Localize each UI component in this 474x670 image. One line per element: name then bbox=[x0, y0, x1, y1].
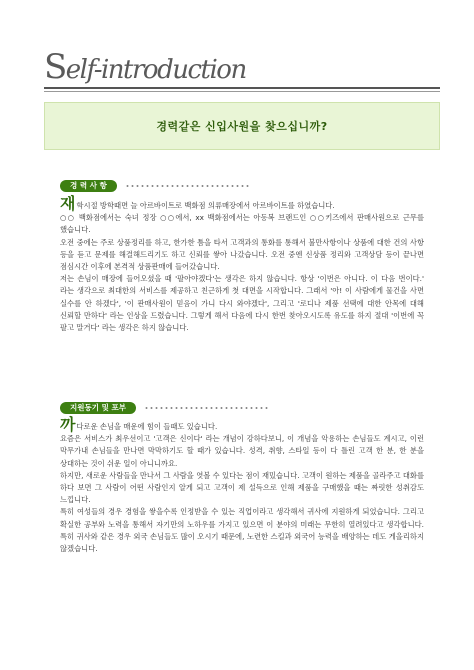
paragraph: 하지만, 새로운 사람들을 만나서 그 사람을 엿볼 수 있다는 점이 재밌습니다. 고객이 원하는 제품을 골라주고 대화를 하다 보면 그 사람이 어떤 사람인지 알게 되고 고객이 제 설득으로 인해 제품을 구매했을 때는 짜릿한 성취감도 느낍니다. bbox=[60, 470, 424, 505]
headline-banner bbox=[44, 102, 440, 150]
dotted-leader bbox=[144, 407, 270, 409]
section-motivation-tag: 지원동기 및 포부 bbox=[60, 402, 136, 414]
section-motivation-header bbox=[60, 402, 270, 414]
headline-text: 경력같은 신입사원을 찾으십니까? bbox=[156, 120, 328, 133]
paragraph: 특히 여성들의 경우 경험을 쌓을수록 인정받을 수 있는 직업이라고 생각해서 귀사에 지원하게 되었습니다. 그리고 확실한 공부와 노력을 통해서 자기만의 노하우를 가지고 있으면 이 분야의 미래는 무한히 열려있다고 생각합니다. 특히 귀사와 같은 경우 외국 손님들도 많이 오시기 때문에, 노련한 스킬과 외국어 능력을 배양하는 데도 게을리하지 않겠습니다. bbox=[60, 507, 424, 554]
title-initial: S bbox=[44, 47, 66, 87]
paragraph-text: 다로운 손님을 매운에 힘이 들때도 있습니다. bbox=[76, 422, 218, 431]
paragraph: 오전 중에는 주로 상품정리를 하고, 한가한 틈을 타서 고객과의 통화를 통해서 불만사항이나 상품에 대한 건의 사항 등을 듣고 문제를 해결해드리기도 하고 신뢰를 쌓아 나갔습니다. 오전 중엔 신상품 정리와 고객상담 등이 끝나면 점심시간 이후에 본격적 상품판매에 들어갔습니다. bbox=[60, 237, 424, 272]
paragraph bbox=[60, 194, 424, 213]
section-career-body bbox=[60, 194, 424, 334]
paragraph bbox=[60, 415, 424, 434]
section-career-header bbox=[60, 180, 251, 192]
section-motivation-body bbox=[60, 415, 424, 555]
paragraph: ○○ 백화점에서는 숙녀 정장 ○○에서, xx 백화점에서는 아동복 브랜드인 ○○키즈에서 판매사원으로 근무를 했습니다. bbox=[60, 213, 424, 235]
paragraph: 요즘은 서비스가 최우선이고 '고객은 신이다' 라는 개념이 강하다보니, 이 개념을 악용하는 손님들도 계시고, 이런 막무가내 손님들을 만나면 막막하기도 할 때가 있습니다. 성격, 취향, 스타일 등이 다 틀린 고객 한 분, 한 분을 상대하는 것이 쉬운 일이 아니니까요. bbox=[60, 434, 424, 468]
paragraph: 저는 손님이 매장에 들어오셨을 때 '팔아야겠다'는 생각은 하지 않습니다. 항상 '이번은 아니다. 이 다음 번이다.' 라는 생각으로 최대한의 서비스를 제공하고 친근하게 첫 대면을 시작합니다. 그래서 '아! 이 사람에게 물건을 사면 실수를 안 하겠다', '이 판매사원이 믿음이 가니 다시 와야겠다', 그리고 '로디나 제품 선택에 대한 안목에 대해 신뢰할 만하다' 라는 인상을 드렸습니다. 그렇게 해서 다음에 다시 한번 찾아오시도록 유도를 하지 절대 '이번에 꼭 팔고 말거다' 라는 생각은 하지 않습니다. bbox=[60, 274, 424, 333]
dropcap: 까 bbox=[60, 415, 76, 434]
title-rest: elf-introduction bbox=[65, 55, 246, 85]
page-title bbox=[44, 47, 440, 87]
dotted-leader bbox=[125, 185, 251, 187]
section-career-tag: 경 력 사 항 bbox=[60, 180, 117, 192]
header-rule-thin bbox=[44, 91, 440, 92]
dropcap: 재 bbox=[60, 194, 76, 213]
document-header bbox=[44, 47, 440, 92]
header-rule bbox=[44, 87, 440, 89]
paragraph-text: 학시절 방학때면 늘 아르바이트로 백화점 의류매장에서 아르바이트를 하였습니다. bbox=[76, 201, 335, 210]
